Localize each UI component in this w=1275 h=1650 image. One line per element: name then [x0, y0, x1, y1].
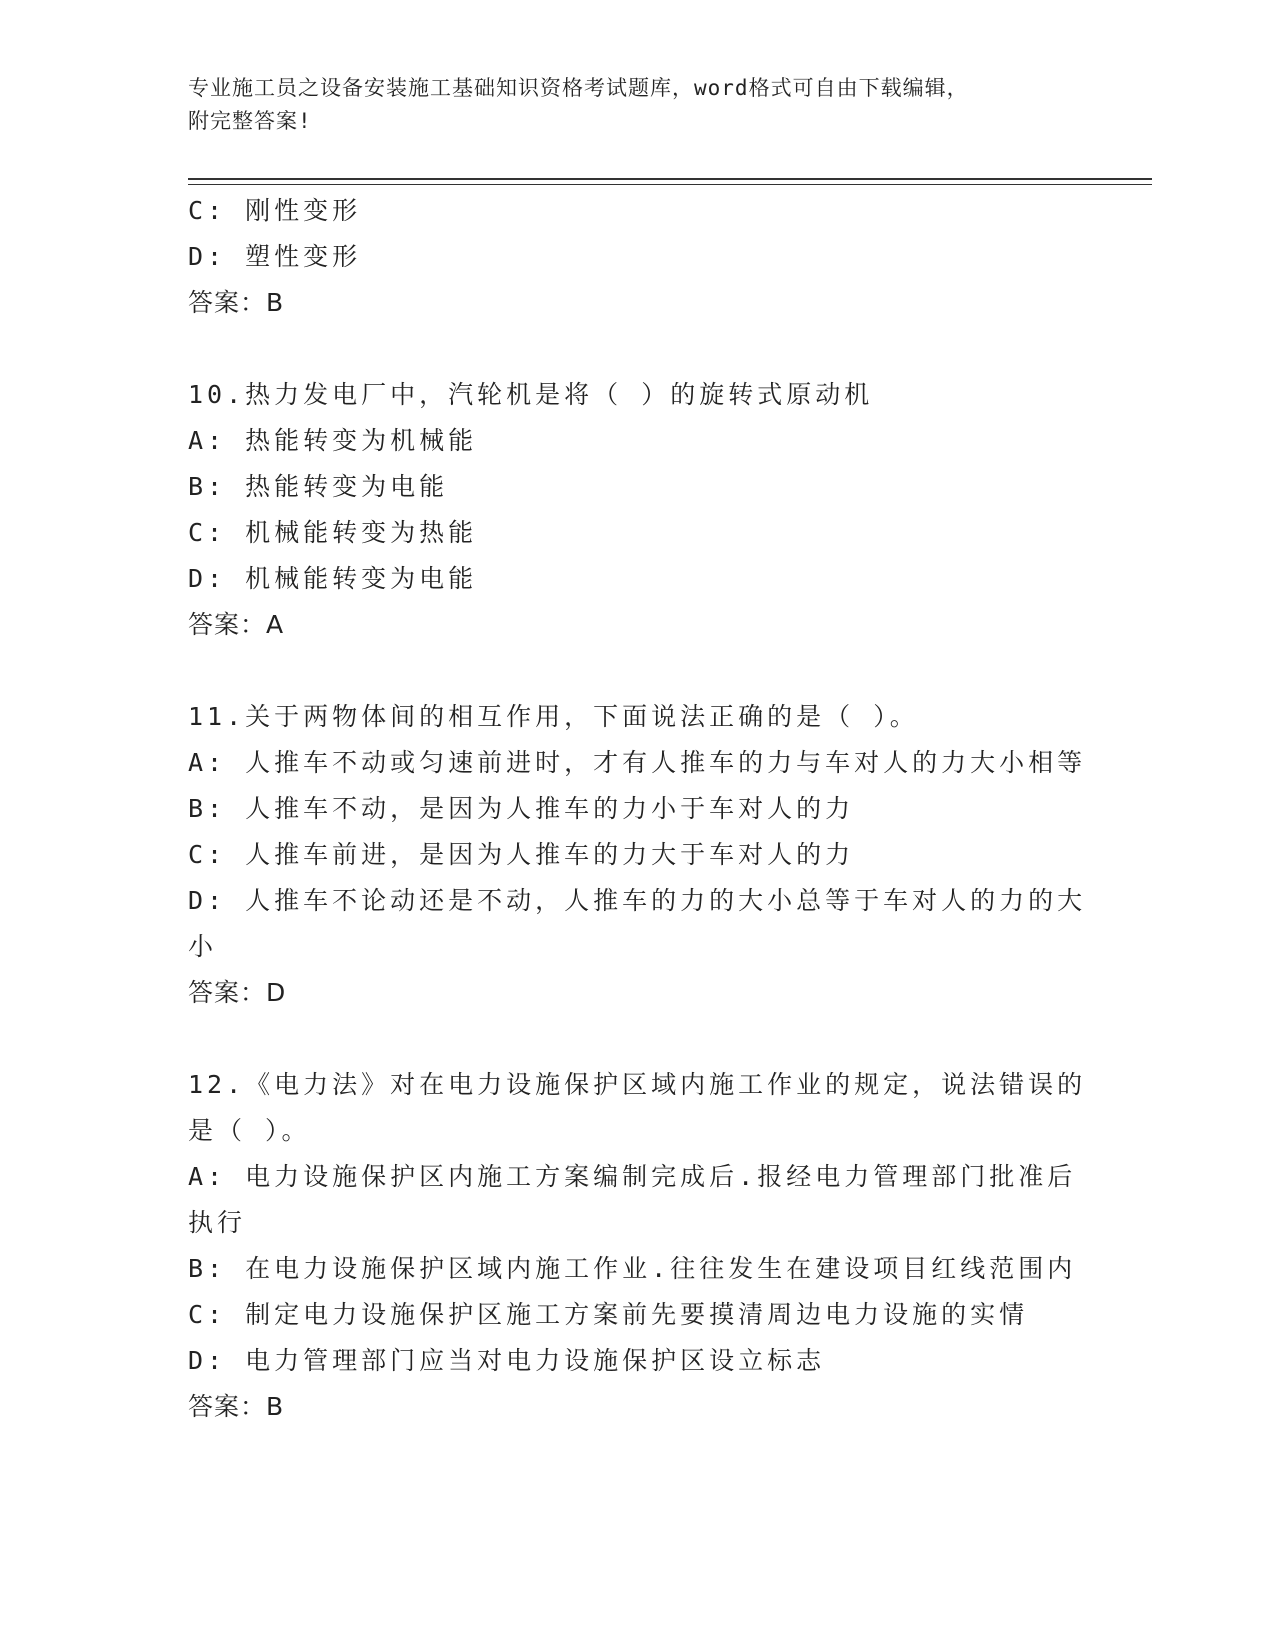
answer: 答案：A: [188, 610, 285, 639]
spacer: [188, 1016, 1088, 1062]
answer: 答案：B: [188, 288, 285, 317]
answer: 答案：D: [188, 978, 287, 1007]
question-12: [188, 1062, 1088, 1430]
option-c: C: 刚性变形: [188, 196, 362, 225]
option-b: B: 热能转变为电能: [188, 472, 449, 501]
option-a: A: 热能转变为机械能: [188, 426, 478, 455]
document-header: [188, 72, 1068, 138]
question-stem-continued: 是（ ）。: [188, 1116, 311, 1145]
question-stem: 11.关于两物体间的相互作用，下面说法正确的是（ ）。: [188, 702, 919, 731]
option-b: B: 人推车不动，是因为人推车的力小于车对人的力: [188, 794, 855, 823]
header-divider-thin: [188, 184, 1152, 185]
header-line-1: 专业施工员之设备安装施工基础知识资格考试题库，word格式可自由下载编辑，: [188, 76, 969, 100]
option-d: D: 塑性变形: [188, 242, 362, 271]
question-10: [188, 372, 1088, 648]
question-stem: 12.《电力法》对在电力设施保护区域内施工作业的规定，说法错误的: [188, 1070, 1087, 1099]
option-d: D: 人推车不论动还是不动，人推车的力的大小总等于车对人的力的大: [188, 886, 1087, 915]
spacer: [188, 326, 1088, 372]
question-list: [188, 188, 1088, 1430]
option-d: D: 电力管理部门应当对电力设施保护区设立标志: [188, 1346, 826, 1375]
option-d: D: 机械能转变为电能: [188, 564, 478, 593]
header-line-2: 附完整答案!: [188, 109, 312, 133]
header-divider-thick: [188, 178, 1152, 180]
option-c: C: 机械能转变为热能: [188, 518, 478, 547]
option-a-continued: 执行: [188, 1208, 247, 1237]
option-c: C: 制定电力设施保护区施工方案前先要摸清周边电力设施的实情: [188, 1300, 1029, 1329]
answer: 答案：B: [188, 1392, 285, 1421]
option-a: A: 人推车不动或匀速前进时，才有人推车的力与车对人的力大小相等: [188, 748, 1087, 777]
question-9-continued: [188, 188, 1088, 326]
question-stem: 10.热力发电厂中，汽轮机是将（ ）的旋转式原动机: [188, 380, 874, 409]
spacer: [188, 648, 1088, 694]
question-11: [188, 694, 1088, 1016]
option-c: C: 人推车前进，是因为人推车的力大于车对人的力: [188, 840, 855, 869]
option-d-continued: 小: [188, 932, 218, 961]
option-b: B: 在电力设施保护区域内施工作业.往往发生在建设项目红线范围内: [188, 1254, 1077, 1283]
option-a: A: 电力设施保护区内施工方案编制完成后.报经电力管理部门批准后: [188, 1162, 1077, 1191]
